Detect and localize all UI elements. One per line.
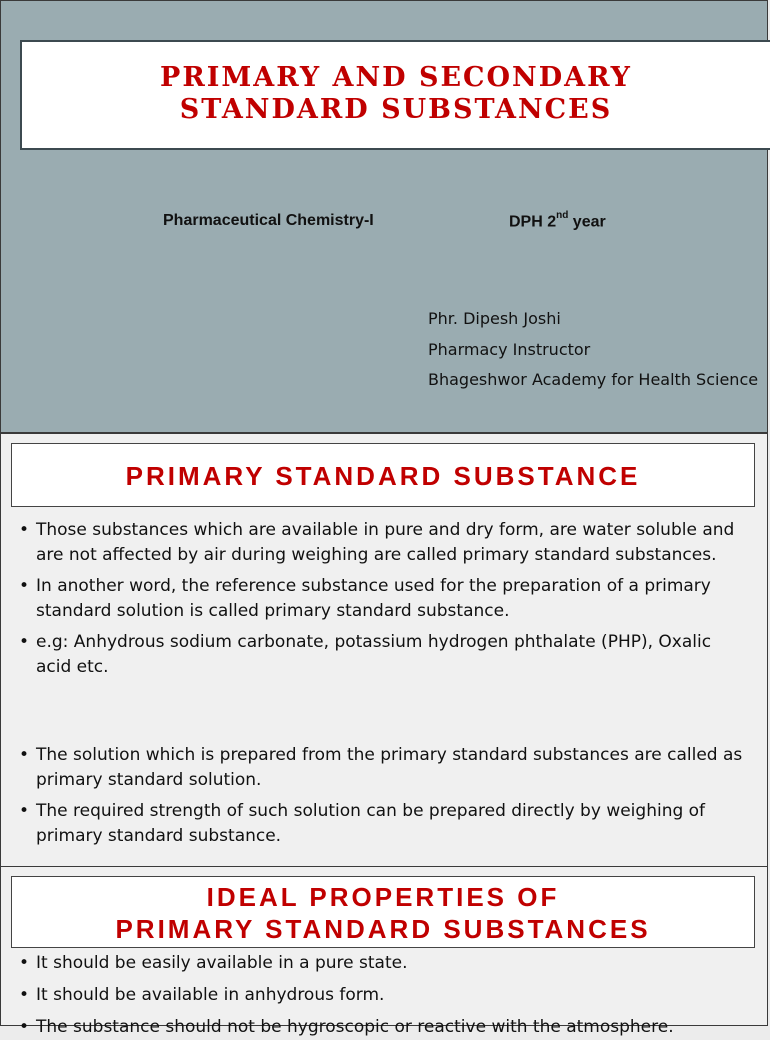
author-organization: Bhageshwor Academy for Health Science [428,370,759,389]
year-superscript: nd [556,210,569,221]
bullet-item: • The solution which is prepared from the primary standard substances are called as primary standard solution. [19,743,749,793]
year-prefix: DPH 2 [509,213,557,231]
author-role: Pharmacy Instructor [428,340,591,359]
author-name: Phr. Dipesh Joshi [428,309,561,328]
slide-title-box [11,876,755,948]
title-slide [0,0,768,433]
bullet-item: • The required strength of such solution can be prepared directly by weighing of primary standard substance. [19,799,749,849]
course-name: Pharmaceutical Chemistry-I [163,212,374,229]
bullet-item: • Those substances which are available in pure and dry form, are water soluble and are not affected by air during weighing are called primary standard substances. [19,518,749,568]
ideal-properties-slide [0,866,768,1037]
bullet-list [19,518,749,680]
bullet-item: • It should be available in anhydrous form. [19,983,749,1008]
primary-standard-slide [0,433,768,867]
course-year [509,212,606,231]
bullet-list [19,951,749,1040]
year-suffix: year [568,213,606,231]
bullet-item: • It should be easily available in a pure state. [19,951,749,976]
bullet-list [19,743,749,849]
slide-title: PRIMARY STANDARD SUBSTANCE [125,461,641,491]
title-box [20,40,770,150]
presentation-title: PRIMARY AND SECONDARY STANDARD SUBSTANCES [160,62,632,125]
slide-title: IDEAL PROPERTIES OF PRIMARY STANDARD SUBSTANCES [115,882,651,944]
bullet-item: • In another word, the reference substance used for the preparation of a primary standard solution is called primary standard substance. [19,574,749,624]
slide-title-box [11,443,755,507]
bullet-item: • e.g: Anhydrous sodium carbonate, potassium hydrogen phthalate (PHP), Oxalic acid etc. [19,630,749,680]
bullet-item: • The substance should not be hygroscopic or reactive with the atmosphere. [19,1015,749,1040]
